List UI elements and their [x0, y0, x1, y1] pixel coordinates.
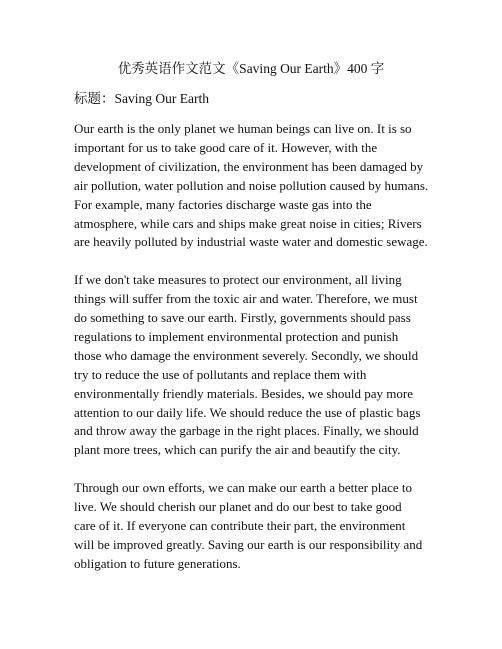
paragraph-line: are heavily polluted by industrial waste water and domestic sewage. — [74, 234, 428, 250]
paragraph-line: plant more trees, which can purify the air and beautify the city. — [74, 442, 401, 458]
paragraph-line: If we don't take measures to protect our environment, all living — [74, 272, 402, 288]
paragraph-line: those who damage the environment severely. Secondly, we should — [74, 347, 419, 363]
paragraph-line: try to reduce the use of pollutants and replace them with — [74, 366, 367, 382]
paragraph-line: air pollution, water pollution and noise pollution caused by humans. — [74, 177, 429, 193]
document-title: 优秀英语作文范文《Saving Our Earth》400 字 — [117, 61, 385, 76]
paragraph-1 — [74, 120, 434, 252]
paragraph-line: environmentally friendly materials. Besides, we should pay more — [74, 385, 413, 401]
paragraph-3 — [74, 479, 434, 574]
paragraph-line: Our earth is the only planet we human beings can live on. It is so — [74, 121, 412, 136]
paragraph-line: atmosphere, while cars and ships make great noise in cities; Rivers — [74, 215, 422, 231]
paragraph-line: live. We should cherish our planet and do our best to take good — [74, 499, 402, 515]
paragraph-line: and throw away the garbage in the right places. Finally, we should — [74, 423, 419, 439]
paragraph-line: things will suffer from the toxic air and water. Therefore, we must — [74, 291, 418, 307]
paragraph-line: attention to our daily life. We should reduce the use of plastic bags — [74, 404, 421, 420]
paragraph-line: care of it. If everyone can contribute their part, the environment — [74, 518, 406, 533]
paragraph-2 — [74, 271, 434, 460]
paragraph-line: do something to save our earth. Firstly, governments should pass — [74, 310, 411, 326]
paragraph-line: will be improved greatly. Saving our earth is our responsibility and — [74, 536, 423, 552]
paragraph-line: For example, many factories discharge waste gas into the — [74, 196, 372, 212]
paragraph-line: obligation to future generations. — [74, 555, 241, 571]
paragraph-line: Through our own efforts, we can make our earth a better place to — [74, 480, 412, 496]
document-body — [74, 120, 434, 593]
paragraph-line: development of civilization, the environment has been damaged by — [74, 158, 424, 174]
paragraph-line: important for us to take good care of it. However, with the — [74, 139, 378, 155]
paragraph-line: regulations to implement environmental protection and punish — [74, 328, 399, 344]
document-subtitle: 标题：Saving Our Earth — [74, 91, 209, 106]
